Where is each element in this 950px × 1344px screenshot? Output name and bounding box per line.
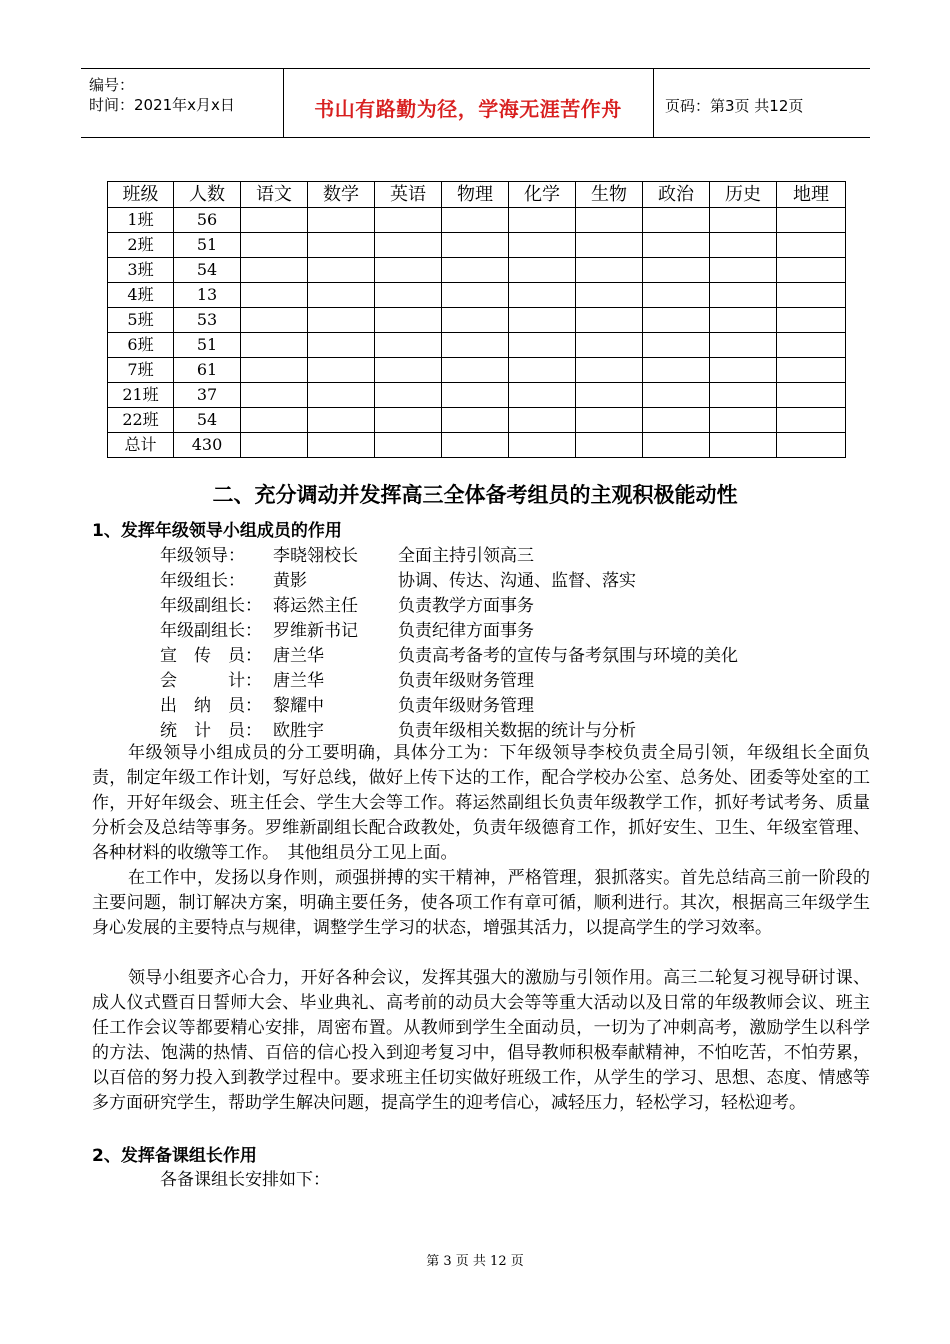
table-cell: [576, 208, 643, 233]
table-header-cell: 班级: [108, 182, 174, 208]
subsection-title-1: 1、发挥年级领导小组成员的作用: [92, 521, 342, 541]
role-name: 黄影: [273, 571, 307, 591]
table-header-cell: 物理: [442, 182, 509, 208]
role-duty: 负责高考备考的宣传与备考氛围与环境的美化: [398, 646, 738, 666]
table-cell: 430: [174, 433, 241, 458]
table-cell: [710, 383, 777, 408]
table-cell: [375, 333, 442, 358]
table-cell: [576, 333, 643, 358]
table-cell: [777, 308, 846, 333]
table-header-cell: 语文: [241, 182, 308, 208]
header-motto: 书山有路勤为径，学海无涯苦作舟: [314, 97, 622, 121]
role-duty: 负责纪律方面事务: [398, 621, 534, 641]
table-cell: [643, 283, 710, 308]
paragraph: 在工作中，发扬以身作则，顽强拼搏的实干精神，严格管理，狠抓落实。首先总结高三前一阶段的主要问题，制订解决方案，明确主要任务，使各项工作有章可循，顺利进行。其次，根据高三年级学生身心发展的主要特点与规律，调整学生学习的状态，增强其活力，以提高学生的学习效率。: [92, 868, 870, 938]
table-cell: [308, 283, 375, 308]
table-cell: [442, 283, 509, 308]
header-page-number: 页码：第3页 共12页: [665, 97, 804, 115]
table-header-cell: 化学: [509, 182, 576, 208]
table-cell: [442, 383, 509, 408]
table-cell: [375, 308, 442, 333]
paragraph: 年级领导小组成员的分工要明确，具体分工为：下年级领导李校负责全局引领，年级组长全面负责，制定年级工作计划，写好总线，做好上传下达的工作，配合学校办公室、总务处、团委等处室的工作，开好年级会、班主任会、学生大会等工作。蒋运然副组长负责年级教学工作，抓好考试考务、质量分析会及总结等事务。罗维新副组长配合政教处，负责年级德育工作，抓好安生、卫生、年级室管理、各种材料的收缴等工作。 其他组员分工见上面。: [92, 743, 870, 863]
role-row: [160, 616, 860, 641]
table-cell: [643, 433, 710, 458]
table-cell: [643, 258, 710, 283]
table-row: [108, 233, 846, 258]
table-cell: 56: [174, 208, 241, 233]
table-cell: [509, 233, 576, 258]
table-cell: [777, 283, 846, 308]
subsection-title-2: 2、发挥备课组长作用: [92, 1146, 257, 1166]
role-name: 黎耀中: [273, 696, 324, 716]
role-duty: 全面主持引领高三: [398, 546, 534, 566]
table-cell: [241, 383, 308, 408]
role-row: [160, 666, 860, 691]
table-cell: [509, 408, 576, 433]
table-cell: [241, 233, 308, 258]
table-cell: [576, 258, 643, 283]
table-cell: [777, 383, 846, 408]
table-cell: [576, 233, 643, 258]
role-row: [160, 566, 860, 591]
role-name: 唐兰华: [273, 671, 324, 691]
table-cell: [442, 258, 509, 283]
table-cell: [308, 358, 375, 383]
table-header-cell: 政治: [643, 182, 710, 208]
role-name: 蒋运然主任: [273, 596, 358, 616]
table-cell: [509, 333, 576, 358]
table-header-row: [108, 182, 846, 208]
table-cell: [710, 258, 777, 283]
table-cell: [643, 308, 710, 333]
table-cell: [643, 383, 710, 408]
table-cell: 21班: [108, 383, 174, 408]
table-cell: [308, 383, 375, 408]
table-cell: [442, 308, 509, 333]
table-cell: 51: [174, 333, 241, 358]
table-row: [108, 258, 846, 283]
table-cell: [710, 283, 777, 308]
table-cell: [777, 208, 846, 233]
table-cell: [576, 383, 643, 408]
table-cell: 54: [174, 408, 241, 433]
table-cell: [375, 233, 442, 258]
paragraph: 领导小组要齐心合力，开好各种会议，发挥其强大的激励与引领作用。高三二轮复习视导研讨课、成人仪式暨百日誓师大会、毕业典礼、高考前的动员大会等等重大活动以及日常的年级教师会议、班主任工作会议等都要精心安排，周密布置。从教师到学生全面动员，一切为了冲刺高考，激励学生以科学的方法、饱满的热情、百倍的信心投入到迎考复习中，倡导教师积极奉献精神，不怕吃苦，不怕劳累，以百倍的努力投入到教学过程中。要求班主任切实做好班级工作，从学生的学习、思想、态度、情感等多方面研究学生，帮助学生解决问题，提高学生的迎考信心，减轻压力，轻松学习，轻松迎考。: [92, 968, 870, 1113]
role-title: 年级领导：: [160, 546, 245, 566]
table-cell: [777, 433, 846, 458]
table-cell: 37: [174, 383, 241, 408]
table-cell: [576, 308, 643, 333]
table-cell: [777, 408, 846, 433]
doc-date-label: 时间：2021年x月x日: [89, 96, 235, 114]
table-cell: 53: [174, 308, 241, 333]
doc-number-label: 编号：: [89, 76, 135, 94]
table-row: [108, 383, 846, 408]
table-row: [108, 283, 846, 308]
role-title: 年级副组长：: [160, 596, 262, 616]
table-cell: [241, 408, 308, 433]
table-cell: [509, 308, 576, 333]
table-cell: [777, 258, 846, 283]
table-cell: [643, 358, 710, 383]
table-cell: 13: [174, 283, 241, 308]
header-meta: [89, 75, 235, 115]
role-title: 统 计 员：: [160, 721, 262, 741]
role-name: 唐兰华: [273, 646, 324, 666]
table-row: [108, 333, 846, 358]
table-cell: [375, 283, 442, 308]
table-cell: [643, 208, 710, 233]
table-cell: [710, 408, 777, 433]
table-body: [108, 208, 846, 458]
table-cell: [442, 233, 509, 258]
table-cell: [777, 333, 846, 358]
table-cell: [509, 208, 576, 233]
table-cell: 61: [174, 358, 241, 383]
table-cell: [241, 283, 308, 308]
table-cell: [710, 308, 777, 333]
page-header: [81, 68, 870, 138]
table-row: [108, 308, 846, 333]
role-title: 年级组长：: [160, 571, 245, 591]
table-cell: [308, 433, 375, 458]
table-cell: [375, 258, 442, 283]
table-cell: 4班: [108, 283, 174, 308]
role-title: 年级副组长：: [160, 621, 262, 641]
table-header-cell: 数学: [308, 182, 375, 208]
table-row: [108, 408, 846, 433]
table-cell: 22班: [108, 408, 174, 433]
table-cell: [710, 433, 777, 458]
table-row: [108, 358, 846, 383]
table-cell: [241, 208, 308, 233]
role-duty: 负责年级财务管理: [398, 696, 534, 716]
table-cell: [710, 333, 777, 358]
table-cell: [643, 408, 710, 433]
table-cell: [442, 433, 509, 458]
table-cell: [643, 233, 710, 258]
table-cell: 总计: [108, 433, 174, 458]
table-header-cell: 历史: [710, 182, 777, 208]
table-cell: [576, 433, 643, 458]
table-cell: [375, 408, 442, 433]
role-row: [160, 716, 860, 741]
table-cell: [442, 333, 509, 358]
table-cell: [308, 258, 375, 283]
table-header-cell: 人数: [174, 182, 241, 208]
table-cell: [308, 333, 375, 358]
table-cell: [576, 358, 643, 383]
table-cell: 6班: [108, 333, 174, 358]
table-cell: 3班: [108, 258, 174, 283]
table-cell: 2班: [108, 233, 174, 258]
table-cell: 1班: [108, 208, 174, 233]
table-cell: 51: [174, 233, 241, 258]
table-cell: [509, 383, 576, 408]
table-cell: 5班: [108, 308, 174, 333]
table-cell: [375, 383, 442, 408]
role-name: 李晓翎校长: [273, 546, 358, 566]
header-divider: [653, 69, 654, 137]
table-cell: [509, 283, 576, 308]
table-cell: [710, 233, 777, 258]
role-title: 会 计：: [160, 671, 262, 691]
table-cell: [241, 358, 308, 383]
table-cell: [241, 258, 308, 283]
role-duty: 负责年级财务管理: [398, 671, 534, 691]
role-title: 宣 传 员：: [160, 646, 262, 666]
role-row: [160, 591, 860, 616]
table-cell: [576, 283, 643, 308]
table-cell: [643, 333, 710, 358]
role-row: [160, 641, 860, 666]
role-duty: 负责教学方面事务: [398, 596, 534, 616]
table-row: [108, 208, 846, 233]
table-header-cell: 地理: [777, 182, 846, 208]
table-cell: [308, 208, 375, 233]
role-name: 罗维新书记: [273, 621, 358, 641]
class-subject-table: [107, 181, 846, 458]
role-duty: 负责年级相关数据的统计与分析: [398, 721, 636, 741]
table-cell: [308, 408, 375, 433]
table-cell: [308, 233, 375, 258]
table-header-cell: 英语: [375, 182, 442, 208]
table-cell: [442, 408, 509, 433]
table-cell: [777, 358, 846, 383]
role-name: 欧胜宇: [273, 721, 324, 741]
table-cell: [710, 208, 777, 233]
table-cell: [442, 358, 509, 383]
table-cell: [509, 358, 576, 383]
table-cell: [308, 308, 375, 333]
table-cell: [442, 208, 509, 233]
table-cell: [375, 208, 442, 233]
table-cell: [509, 433, 576, 458]
role-row: [160, 541, 860, 566]
role-title: 出 纳 员：: [160, 696, 262, 716]
role-duty: 协调、传达、沟通、监督、落实: [398, 571, 636, 591]
subsection-2-text: 各备课组长安排如下：: [160, 1170, 330, 1190]
table-cell: [241, 308, 308, 333]
table-cell: 7班: [108, 358, 174, 383]
table-cell: [509, 258, 576, 283]
role-row: [160, 691, 860, 716]
page-footer: 第 3 页 共 12 页: [426, 1254, 524, 1269]
table-cell: [576, 408, 643, 433]
table-cell: [777, 233, 846, 258]
table-cell: 54: [174, 258, 241, 283]
section-title: 二、充分调动并发挥高三全体备考组员的主观积极能动性: [212, 483, 738, 507]
table-row: [108, 433, 846, 458]
table-cell: [241, 333, 308, 358]
table-cell: [375, 358, 442, 383]
table-cell: [241, 433, 308, 458]
table-header-cell: 生物: [576, 182, 643, 208]
table-cell: [375, 433, 442, 458]
table-cell: [710, 358, 777, 383]
